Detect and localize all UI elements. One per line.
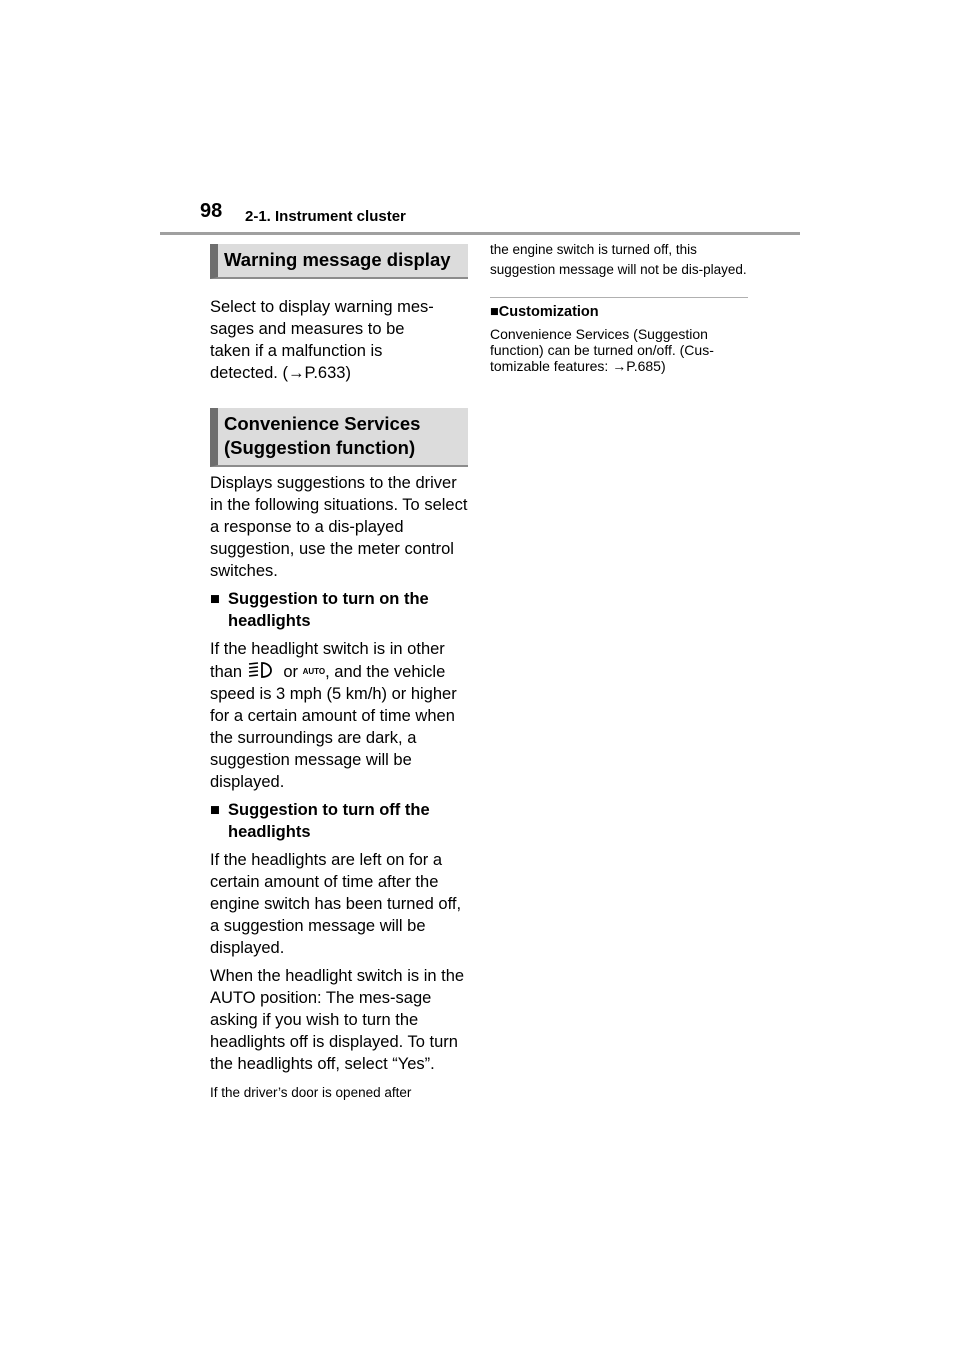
sub2-title xyxy=(210,799,468,843)
customization-text-a: Convenience Services (Suggestion function) can be turned on/off. (Cus-tomizable features: xyxy=(490,326,714,374)
ref-arrow-icon: → xyxy=(612,358,627,374)
square-bullet-icon: ■ xyxy=(210,801,220,819)
square-bullet-icon: ■ xyxy=(210,590,220,608)
convenience-heading xyxy=(210,408,468,467)
low-beam-headlight-icon xyxy=(247,660,279,680)
warning-heading: Warning message display xyxy=(210,244,468,279)
sub2-text: If the headlights are left on for a certain amount of time after the engine switch has been turned off, a suggestion message will be displayed. xyxy=(210,851,462,957)
customization-title-text: Customization xyxy=(498,304,599,320)
customization-text xyxy=(490,326,748,374)
sub1-title-text: Suggestion to turn on the headlights xyxy=(228,590,429,630)
convenience-heading-line2: (Suggestion function) xyxy=(224,437,416,458)
sub2-text2: When the headlight switch is in the AUTO position: The mes-sage asking if you wish to turn the headlights off is displayed. To turn the headlights off, select “Yes”. xyxy=(210,967,465,1073)
warning-ref-link[interactable]: P.633) xyxy=(304,364,351,382)
note-start: If the driver’s door is opened after xyxy=(210,1085,412,1100)
sub1-title xyxy=(210,588,468,632)
divider xyxy=(490,297,748,298)
sub1-text-or: or xyxy=(283,663,298,681)
note-continued: the engine switch is turned off, this suggestion message will not be dis-played. xyxy=(490,242,747,277)
ref-arrow-icon: → xyxy=(287,364,305,382)
convenience-heading-line1: Convenience Services xyxy=(224,413,421,434)
square-bullet-icon: ■ xyxy=(490,304,499,320)
header-rule xyxy=(160,232,800,235)
sub1-text xyxy=(210,638,468,793)
page-number: 98 xyxy=(200,200,223,222)
section-title: 2-1. Instrument cluster xyxy=(245,208,406,225)
convenience-intro: Displays suggestions to the driver in the following situations. To select a response to a dis-played suggestion, use the meter control switches. xyxy=(210,474,468,580)
sub1-text-a: If the headlight switch is in other than xyxy=(210,640,445,681)
auto-icon: AUTO xyxy=(302,667,326,676)
sub2-title-text: Suggestion to turn off the headlights xyxy=(228,801,430,841)
customization-ref-link[interactable]: P.685) xyxy=(626,358,666,374)
right-column xyxy=(490,244,748,374)
warning-text xyxy=(210,296,468,384)
customization-title xyxy=(490,302,748,322)
warning-text-body: Select to display warning mes- sages and measures to be taken if a malfunction is detected. ( xyxy=(210,298,434,382)
sub1-text-b: , and the vehicle speed is 3 mph (5 km/h) or higher for a certain amount of time when the surroundings are dark, a suggestion message will be displayed. xyxy=(210,663,457,791)
left-column xyxy=(210,244,468,1103)
